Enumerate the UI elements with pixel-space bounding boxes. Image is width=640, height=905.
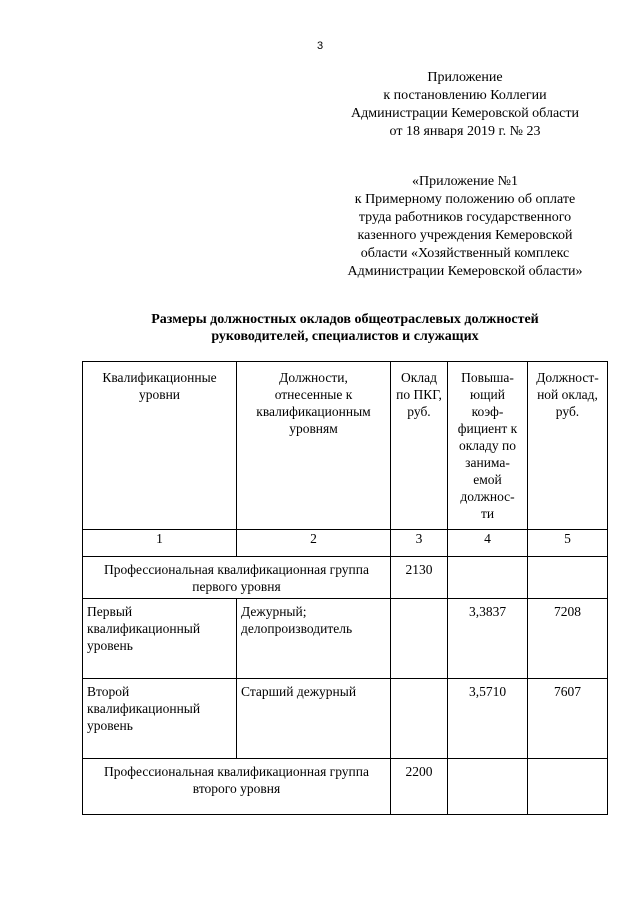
official-salary: 7607: [528, 679, 608, 759]
header-text: фициент к: [457, 421, 518, 436]
header-coefficient: [448, 362, 528, 530]
header-text: ющий: [470, 387, 505, 402]
empty-cell: [528, 759, 608, 815]
header-text: руб.: [407, 404, 431, 419]
header-official-salary: [528, 362, 608, 530]
appendix-header-line: Администрации Кемеровской области: [351, 106, 579, 121]
level-line: Первый: [87, 604, 133, 619]
appendix-1-line: «Приложение №1: [412, 174, 518, 189]
official-salary: 7208: [528, 599, 608, 679]
column-number: 2: [237, 530, 391, 557]
header-text: по ПКГ,: [396, 387, 442, 402]
table-header-row: [83, 362, 608, 530]
column-number: 5: [528, 530, 608, 557]
level-line: Второй: [87, 684, 130, 699]
group-label-line: второго уровня: [192, 781, 281, 796]
column-numbers-row: [83, 530, 608, 557]
header-text: уровням: [289, 421, 338, 436]
header-text: окладу по: [458, 438, 516, 453]
group-pkg-salary: 2130: [391, 557, 448, 599]
header-text: отнесенные к: [274, 387, 353, 402]
pkg-salary: [391, 599, 448, 679]
position-line: Дежурный;: [241, 604, 307, 619]
header-text: руб.: [555, 404, 580, 419]
coefficient: 3,3837: [448, 599, 528, 679]
appendix-1-header: [300, 173, 630, 281]
header-text: Оклад: [401, 370, 437, 385]
column-number: 1: [83, 530, 237, 557]
header-text: квалификационным: [256, 404, 371, 419]
table-row: [83, 679, 608, 759]
header-text: должнос-: [460, 489, 515, 504]
header-text: ти: [480, 506, 495, 521]
empty-cell: [448, 557, 528, 599]
appendix-1-line: казенного учреждения Кемеровской: [357, 228, 573, 243]
qualification-level: [83, 679, 237, 759]
appendix-1-line: области «Хозяйственный комплекс: [360, 246, 570, 261]
level-line: квалификационный: [87, 621, 201, 636]
header-text: Должност-: [536, 370, 599, 385]
group-pkg-salary: 2200: [391, 759, 448, 815]
group-row: [83, 557, 608, 599]
group-label: [83, 557, 391, 599]
header-text: Повыша-: [461, 370, 514, 385]
header-text: занима-: [465, 455, 510, 470]
header-positions: [237, 362, 391, 530]
header-text: емой: [473, 472, 502, 487]
group-label-line: первого уровня: [192, 579, 281, 594]
header-pkg-salary: [391, 362, 448, 530]
header-text: Должности,: [279, 370, 348, 385]
page-number: 3: [316, 40, 324, 52]
appendix-header-line: от 18 января 2019 г. № 23: [389, 124, 541, 139]
header-text: уровни: [138, 387, 181, 402]
appendix-header-line: Приложение: [427, 70, 503, 85]
appendix-1-line: труда работников государственного: [358, 210, 572, 225]
level-line: квалификационный: [87, 701, 201, 716]
position-line: Старший дежурный: [241, 684, 357, 699]
pkg-salary: [391, 679, 448, 759]
appendix-header-line: к постановлению Коллегии: [383, 88, 547, 103]
empty-cell: [448, 759, 528, 815]
group-label: [83, 759, 391, 815]
title-line: руководителей, специалистов и служащих: [211, 329, 479, 344]
level-line: уровень: [87, 718, 133, 733]
column-number: 3: [391, 530, 448, 557]
group-label-line: Профессиональная квалификационная группа: [104, 562, 369, 577]
level-line: уровень: [87, 638, 133, 653]
table-row: [83, 599, 608, 679]
group-label-line: Профессиональная квалификационная группа: [104, 764, 369, 779]
position-line: делопроизводитель: [241, 621, 353, 636]
header-text: ной оклад,: [537, 387, 598, 402]
header-text: коэф-: [471, 404, 504, 419]
positions: [237, 679, 391, 759]
appendix-1-line: Администрации Кемеровской области»: [347, 264, 583, 279]
positions: [237, 599, 391, 679]
header-qualification-levels: [83, 362, 237, 530]
salary-table: [82, 361, 608, 815]
title-line: Размеры должностных окладов общеотраслевых должностей: [151, 312, 539, 327]
appendix-1-line: к Примерному положению об оплате: [354, 192, 576, 207]
appendix-header: [310, 69, 620, 141]
qualification-level: [83, 599, 237, 679]
coefficient: 3,5710: [448, 679, 528, 759]
group-row: [83, 759, 608, 815]
document-title: [0, 311, 640, 345]
header-text: Квалификационные: [102, 370, 217, 385]
empty-cell: [528, 557, 608, 599]
column-number: 4: [448, 530, 528, 557]
